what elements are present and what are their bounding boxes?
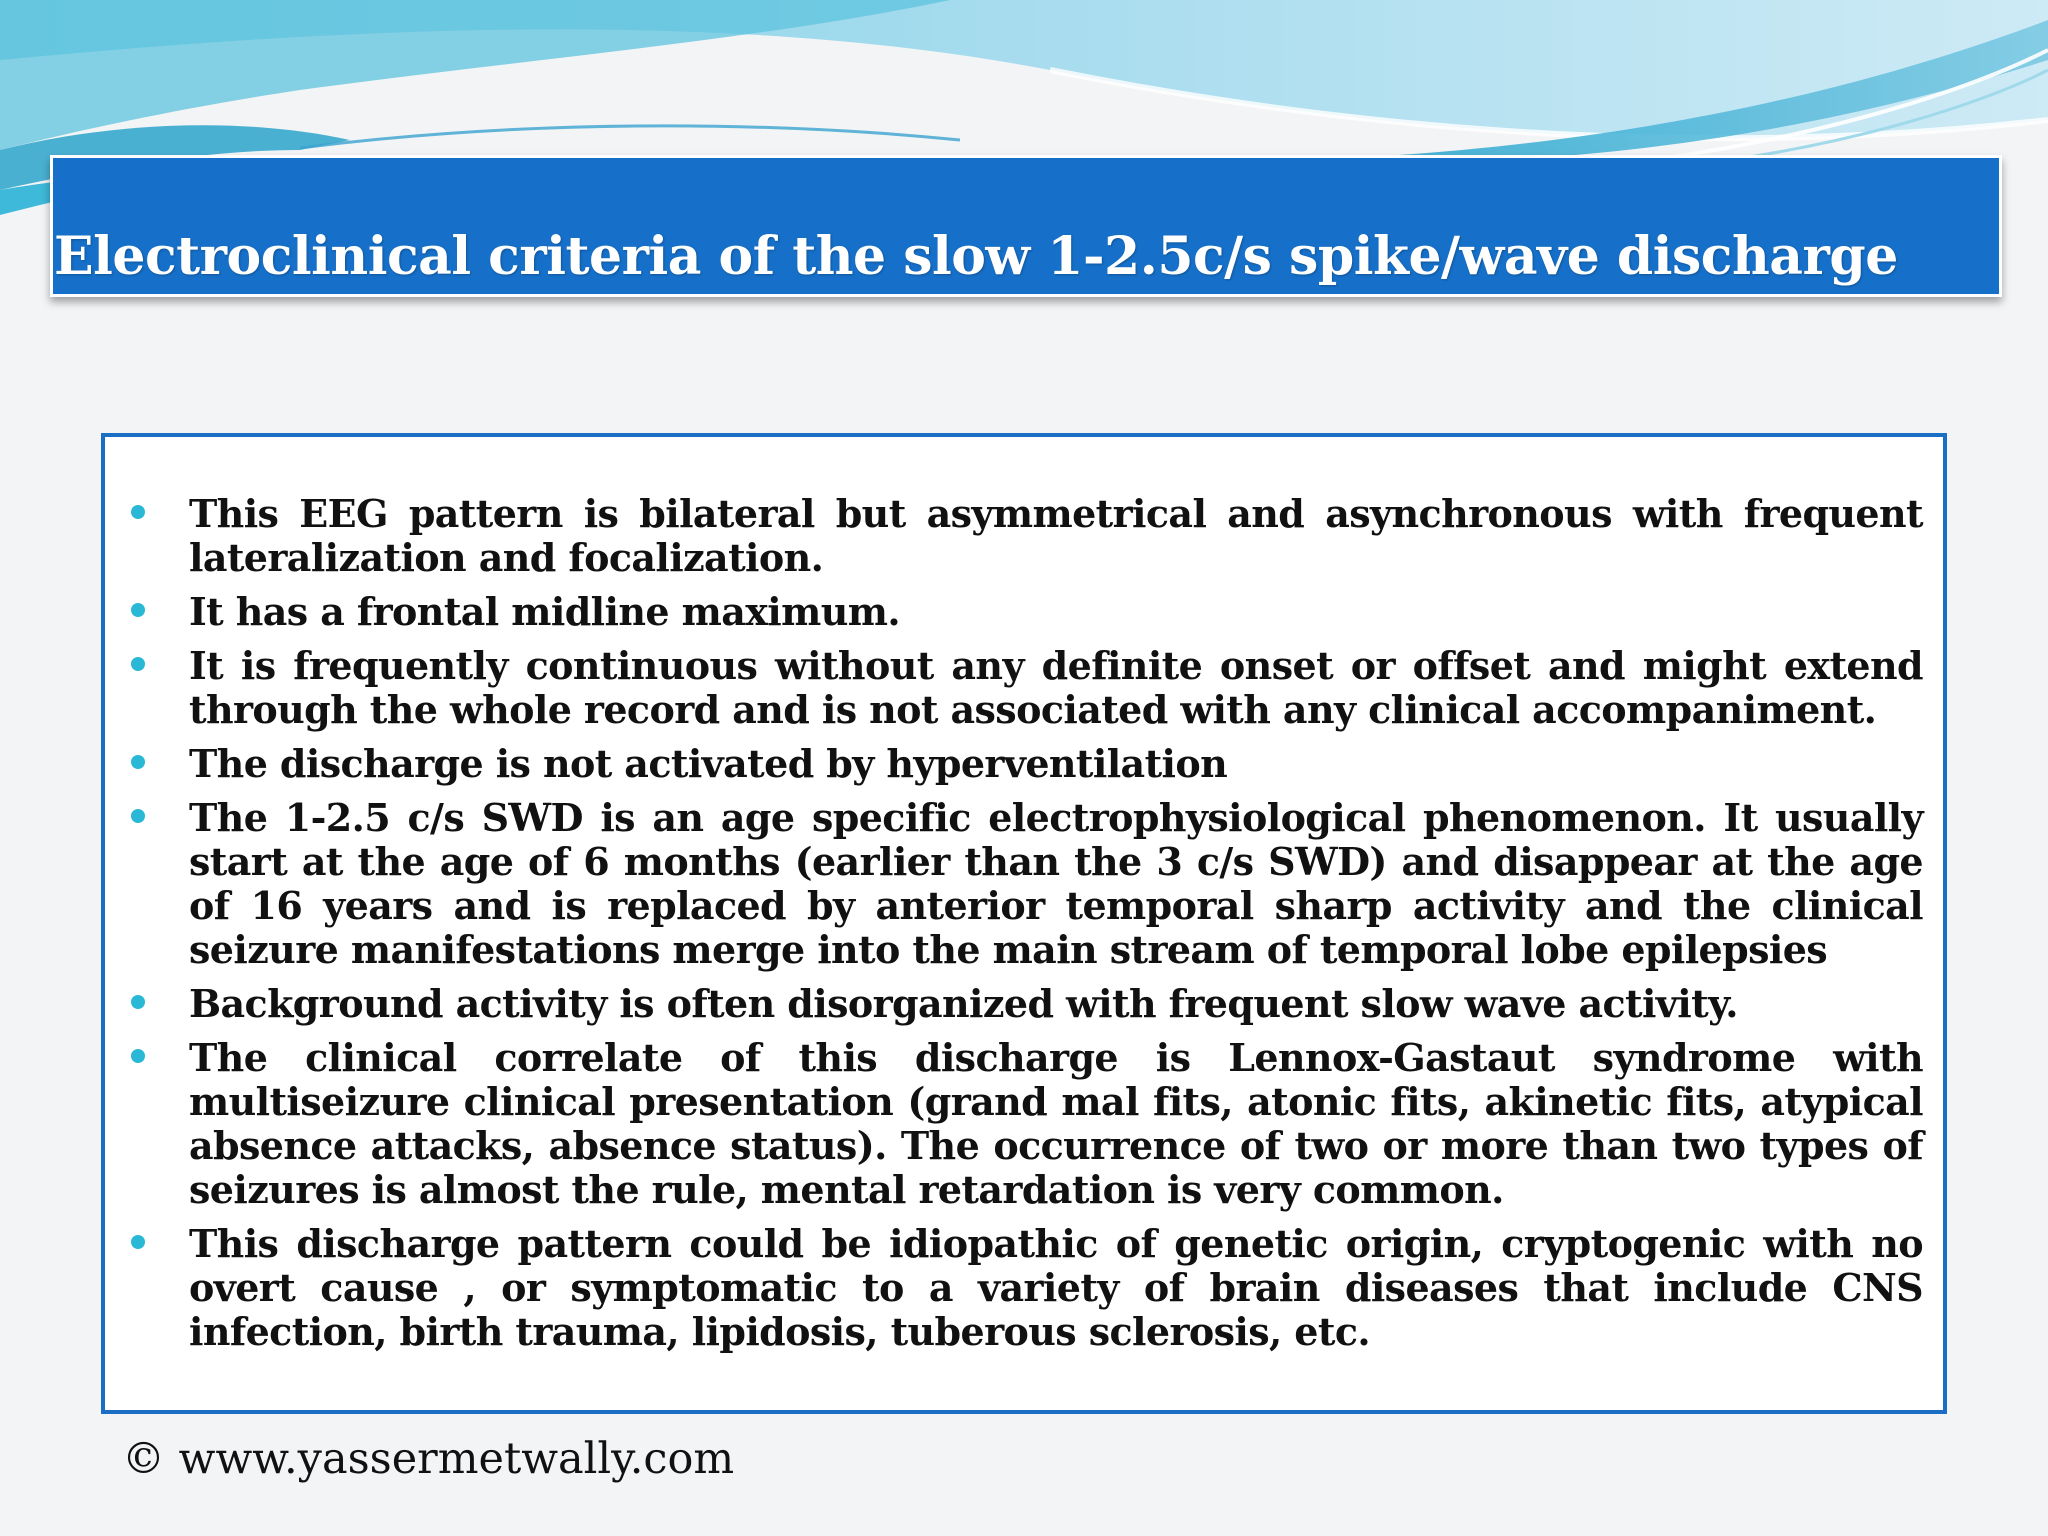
bullet-text: It is frequently continuous without any definite onset or offset and might extend through the whole record and is not associated with any clinical accompaniment. [189, 643, 1923, 732]
bullet-text: It has a frontal midline maximum. [189, 589, 900, 634]
bullet-text: Background activity is often disorganized with frequent slow wave activity. [189, 981, 1738, 1026]
bullet-icon [131, 1049, 145, 1063]
list-item [189, 492, 1923, 580]
bullet-icon [131, 657, 145, 671]
content-box [101, 433, 1947, 1414]
bullet-text: This EEG pattern is bilateral but asymmetrical and asynchronous with frequent lateralization and focalization. [189, 491, 1923, 580]
list-item [189, 1222, 1923, 1354]
bullet-text: The clinical correlate of this discharge is Lennox-Gastaut syndrome with multiseizure clinical presentation (grand mal fits, atonic fits, akinetic fits, atypical absence attacks, absence status). The occurrence of two or more than two types of seizures is almost the rule, mental retardation is very common. [189, 1035, 1923, 1212]
list-item [189, 982, 1923, 1026]
list-item [189, 742, 1923, 786]
copyright-footer: © www.yassermetwally.com [122, 1434, 735, 1484]
bullet-text: This discharge pattern could be idiopathic of genetic origin, cryptogenic with no overt cause , or symptomatic to a variety of brain diseases that include CNS infection, birth trauma, lipidosis, tuberous sclerosis, etc. [189, 1221, 1923, 1354]
list-item [189, 644, 1923, 732]
bullet-list [105, 492, 1943, 1364]
bullet-icon [131, 1235, 145, 1249]
slide-title: Electroclinical criteria of the slow 1-2.5c/s spike/wave discharge [54, 226, 1898, 287]
list-item [189, 796, 1923, 972]
bullet-icon [131, 995, 145, 1009]
list-item [189, 590, 1923, 634]
list-item [189, 1036, 1923, 1212]
bullet-icon [131, 603, 145, 617]
bullet-text: The discharge is not activated by hyperventilation [189, 741, 1228, 786]
bullet-icon [131, 505, 145, 519]
bullet-icon [131, 755, 145, 769]
bullet-icon [131, 809, 145, 823]
bullet-text: The 1-2.5 c/s SWD is an age specific electrophysiological phenomenon. It usually start at the age of 6 months (earlier than the 3 c/s SWD) and disappear at the age of 16 years and is replaced by anterior temporal sharp activity and the clinical seizure manifestations merge into the main stream of temporal lobe epilepsies [189, 795, 1923, 972]
